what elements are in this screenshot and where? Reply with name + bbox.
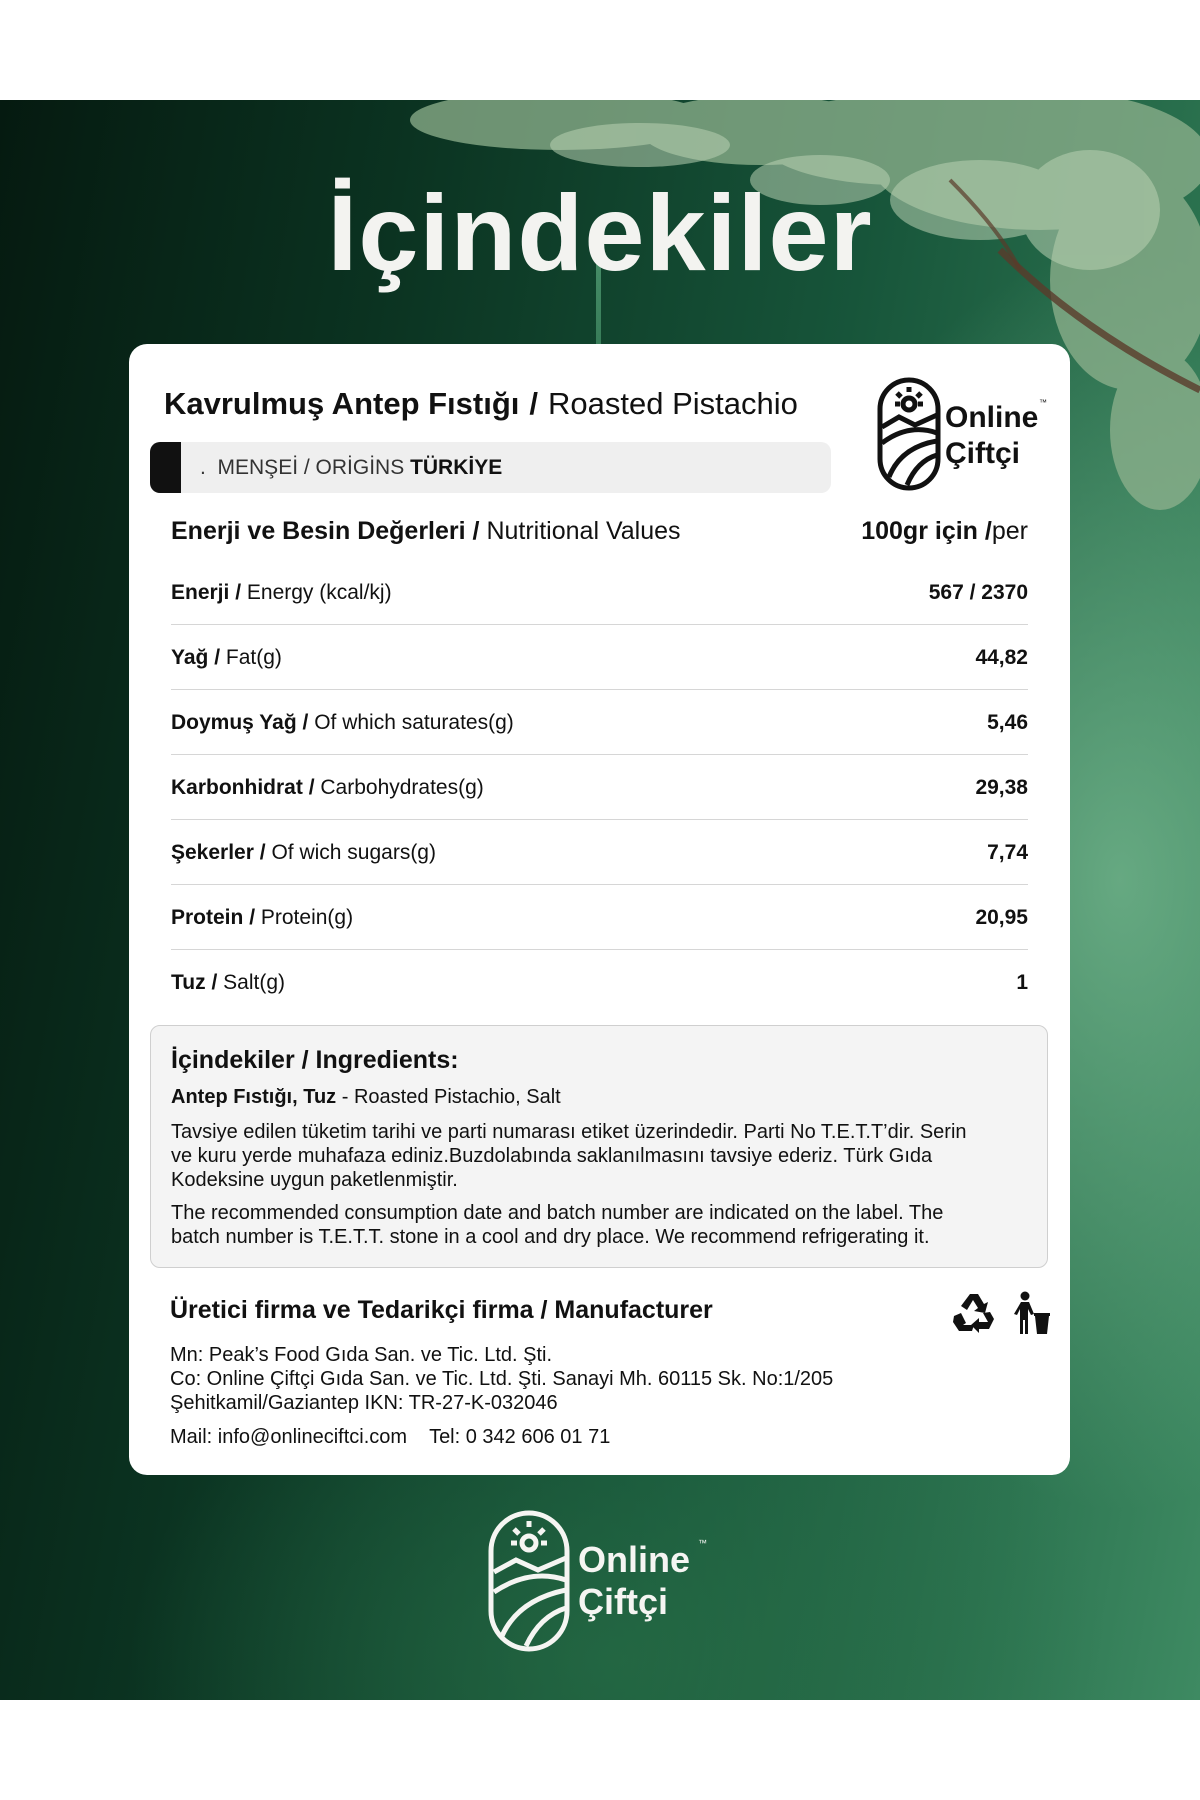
row-value: 20,95 [975,906,1028,929]
separator: / [302,711,309,734]
brand-logo [867,377,1052,495]
nutrition-heading [171,517,681,546]
separator: / [472,517,480,545]
disposal-icons [950,1290,1060,1340]
note-en-line: batch number is T.E.T.T. stone in a cool and dry place. We recommend refrigerating it. [171,1226,930,1248]
footer-brand-tm: ™ [698,1538,707,1548]
separator: / [211,971,218,994]
row-label-en: Of wich sugars(g) [271,841,436,864]
separator: / [214,646,221,669]
ingredients-list-en: Roasted Pistachio, Salt [353,1086,561,1108]
origin-value: TÜRKİYE [410,456,503,479]
origin-tab [150,442,181,493]
brand-tm: ™ [1039,398,1047,407]
nutrition-row [171,885,1028,950]
manufacturer-line: Co: Online Çiftçi Gıda San. ve Tic. Ltd. Şti. Sanayi Mh. 60115 Sk. No:1/205 [170,1368,834,1390]
ingredients-box [150,1025,1048,1268]
row-label-en: Fat(g) [225,646,282,669]
note-tr-line: Kodeksine uygun paketlenmiştir. [171,1169,458,1191]
row-value: 29,38 [975,776,1028,799]
row-label-tr: Doymuş Yağ [171,711,297,734]
row-label-tr: Tuz [171,971,206,994]
origin-dot: . [200,456,206,479]
manufacturer-line: Mn: Peak’s Food Gıda San. ve Tic. Ltd. Şti. [170,1344,553,1366]
separator: / [984,517,992,545]
label-card [129,344,1070,1475]
product-name [164,386,798,422]
nutrition-row [171,820,1028,885]
row-value: 44,82 [975,646,1028,669]
per-label [861,517,1028,546]
nutrition-heading-tr: Enerji ve Besin Değerleri [171,517,466,545]
row-label-en: Salt(g) [223,971,285,994]
row-label-tr: Karbonhidrat [171,776,303,799]
note-tr-line: ve kuru yerde muhafaza ediniz.Buzdolabında saklanılmasını tavsiye ederiz. Türk Gıda [171,1145,933,1167]
separator: / [259,841,266,864]
row-label-tr: Protein [171,906,244,929]
manufacturer-heading: Üretici firma ve Tedarikçi firma / Manufacturer [170,1296,713,1324]
tidyman-icon [1014,1292,1050,1335]
storage-note-tr [171,1120,1021,1192]
note-en-line: The recommended consumption date and batch number are indicated on the label. The [171,1202,944,1224]
product-name-tr: Kavrulmuş Antep Fıstığı [164,386,520,421]
contact-mail: Mail: info@onlineciftci.com [170,1426,408,1448]
nutrition-row [171,625,1028,690]
nutrition-row [171,950,1028,1014]
row-value: 1 [1016,971,1028,994]
separator: / [235,581,242,604]
ingredients-list [171,1086,561,1109]
separator: / [529,386,539,421]
row-value: 7,74 [987,841,1028,864]
row-label-tr: Yağ [171,646,209,669]
poster-background [0,100,1200,1700]
brand-line1: Online [945,401,1039,434]
per-en: per [991,517,1028,545]
nutrition-table [171,560,1028,1014]
nutrition-row [171,755,1028,820]
separator: / [249,906,256,929]
row-label-tr: Şekerler [171,841,254,864]
row-label-en: Carbohydrates(g) [320,776,484,799]
row-label-en: Of which saturates(g) [314,711,514,734]
ingredients-list-tr: Antep Fıstığı, Tuz [171,1086,337,1108]
row-label-en: Protein(g) [260,906,354,929]
product-name-en: Roasted Pistachio [548,386,798,421]
contact-line [170,1426,610,1449]
separator: / [308,776,315,799]
row-value: 567 / 2370 [928,581,1028,604]
row-value: 5,46 [987,711,1028,734]
footer-brand-line1: Online [578,1539,691,1580]
row-label-en: Energy (kcal/kj) [246,581,392,604]
storage-note-en [171,1201,1021,1249]
brand-logo-footer [486,1510,714,1652]
origin-text [200,456,502,480]
ingredients-heading: İçindekiler / Ingredients: [171,1046,459,1074]
ingredients-dash: - [336,1086,354,1108]
origin-label: MENŞEİ / ORİGİNS [217,456,405,479]
contact-tel: Tel: 0 342 606 01 71 [429,1426,611,1448]
nutrition-row [171,560,1028,625]
footer-brand-line2: Çiftçi [578,1581,668,1622]
nutrition-heading-en: Nutritional Values [486,517,681,545]
row-label-tr: Enerji [171,581,230,604]
per-tr: 100gr için [861,517,978,545]
brand-line2: Çiftçi [945,437,1020,470]
recycle-icon [953,1294,994,1333]
page-title: İçindekiler [327,172,873,293]
origin-bar [150,442,831,493]
nutrition-row [171,690,1028,755]
note-tr-line: Tavsiye edilen tüketim tarihi ve parti numarası etiket üzerindedir. Parti No T.E.T.T’dir. Serin [171,1121,967,1143]
manufacturer-line: Şehitkamil/Gaziantep IKN: TR-27-K-032046 [170,1392,558,1414]
